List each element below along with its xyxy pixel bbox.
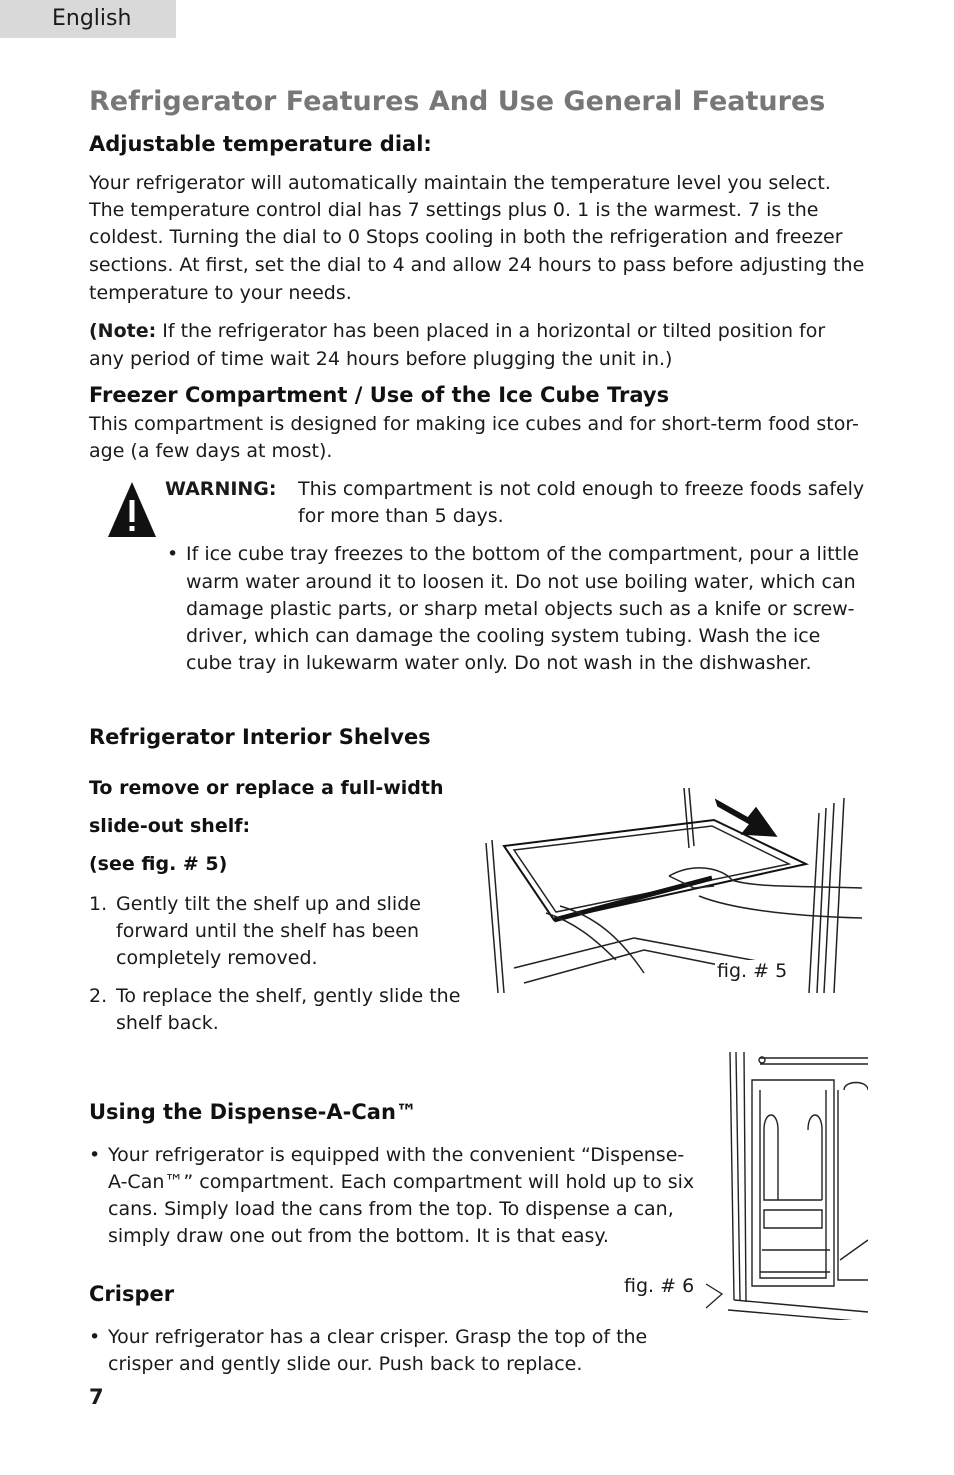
- note-text: If the refrigerator has been placed in a horizontal or tilted position for: [156, 320, 826, 342]
- freezer-bullet-line: warm water around it to loosen it. Do not use boiling water, which can: [186, 571, 856, 593]
- note-line: [89, 318, 825, 346]
- fig5-label: fig. # 5: [717, 960, 788, 982]
- language-label: English: [52, 6, 132, 31]
- shelves-subheading: slide-out shelf:: [89, 815, 251, 837]
- dispense-bullet-line: A-Can™” compartment. Each compartment will hold up to six: [108, 1171, 695, 1193]
- freezer-line: age (a few days at most).: [89, 440, 333, 462]
- freezer-line: This compartment is designed for making ice cubes and for short-term food stor-: [89, 413, 859, 435]
- warning-line: This compartment is not cold enough to freeze foods safely: [298, 478, 865, 500]
- warning-label: WARNING:: [165, 478, 277, 500]
- freezer-bullet-line: driver, which can damage the cooling system tubing. Wash the ice: [186, 625, 821, 647]
- note-label: (Note:: [89, 320, 157, 342]
- step-line: shelf back.: [116, 1012, 219, 1034]
- bullet-dot: •: [89, 1326, 101, 1348]
- shelves-fig-ref: (see fig. # 5): [89, 853, 228, 875]
- language-tab: [0, 0, 176, 38]
- warning-triangle-icon: [106, 480, 158, 540]
- temp-dial-heading: Adjustable temperature dial:: [89, 132, 432, 156]
- freezer-bullet-line: cube tray in lukewarm water only. Do not wash in the dishwasher.: [186, 652, 812, 674]
- step-line: Gently tilt the shelf up and slide: [116, 893, 421, 915]
- step-line: To replace the shelf, gently slide the: [116, 985, 461, 1007]
- step-number: 2.: [89, 985, 108, 1007]
- step-line: completely removed.: [116, 947, 318, 969]
- crisper-bullet-line: crisper and gently slide our. Push back to replace.: [108, 1353, 583, 1375]
- step-line: forward until the shelf has been: [116, 920, 419, 942]
- crisper-heading: Crisper: [89, 1282, 175, 1306]
- bullet-dot: •: [167, 543, 179, 565]
- dispense-bullet-line: cans. Simply load the cans from the top. To dispense a can,: [108, 1198, 674, 1220]
- arrow-down-right-icon: [716, 800, 776, 836]
- step-number: 1.: [89, 893, 108, 915]
- crisper-bullet-line: Your refrigerator has a clear crisper. Grasp the top of the: [108, 1326, 648, 1348]
- note-line: any period of time wait 24 hours before plugging the unit in.): [89, 348, 673, 370]
- temp-dial-line: coldest. Turning the dial to 0 Stops cooling in both the refrigeration and freezer: [89, 226, 843, 248]
- freezer-heading: Freezer Compartment / Use of the Ice Cube Trays: [89, 383, 670, 407]
- temp-dial-line: temperature to your needs.: [89, 282, 352, 304]
- bullet-dot: •: [89, 1144, 101, 1166]
- shelf-illustration: [484, 788, 862, 993]
- page-title: Refrigerator Features And Use General Features: [89, 86, 826, 117]
- temp-dial-line: Your refrigerator will automatically maintain the temperature level you select.: [89, 172, 831, 194]
- page-number: 7: [89, 1385, 104, 1409]
- dispense-bullet-line: Your refrigerator is equipped with the convenient “Dispense-: [108, 1144, 685, 1166]
- door-illustration: [704, 1050, 868, 1320]
- warning-line: for more than 5 days.: [298, 505, 504, 527]
- freezer-bullet-line: damage plastic parts, or sharp metal objects such as a knife or screw-: [186, 598, 855, 620]
- temp-dial-line: sections. At first, set the dial to 4 and allow 24 hours to pass before adjusting the: [89, 254, 865, 276]
- shelves-heading: Refrigerator Interior Shelves: [89, 725, 431, 749]
- fig6-pointer-icon: [704, 1282, 726, 1312]
- freezer-bullet-line: If ice cube tray freezes to the bottom of the compartment, pour a little: [186, 543, 859, 565]
- fig6-label: fig. # 6: [624, 1275, 695, 1297]
- shelves-subheading: To remove or replace a full-width: [89, 777, 444, 799]
- dispense-heading: Using the Dispense-A-Can™: [89, 1100, 417, 1124]
- temp-dial-line: The temperature control dial has 7 settings plus 0. 1 is the warmest. 7 is the: [89, 199, 819, 221]
- dispense-bullet-line: simply draw one out from the bottom. It is that easy.: [108, 1225, 609, 1247]
